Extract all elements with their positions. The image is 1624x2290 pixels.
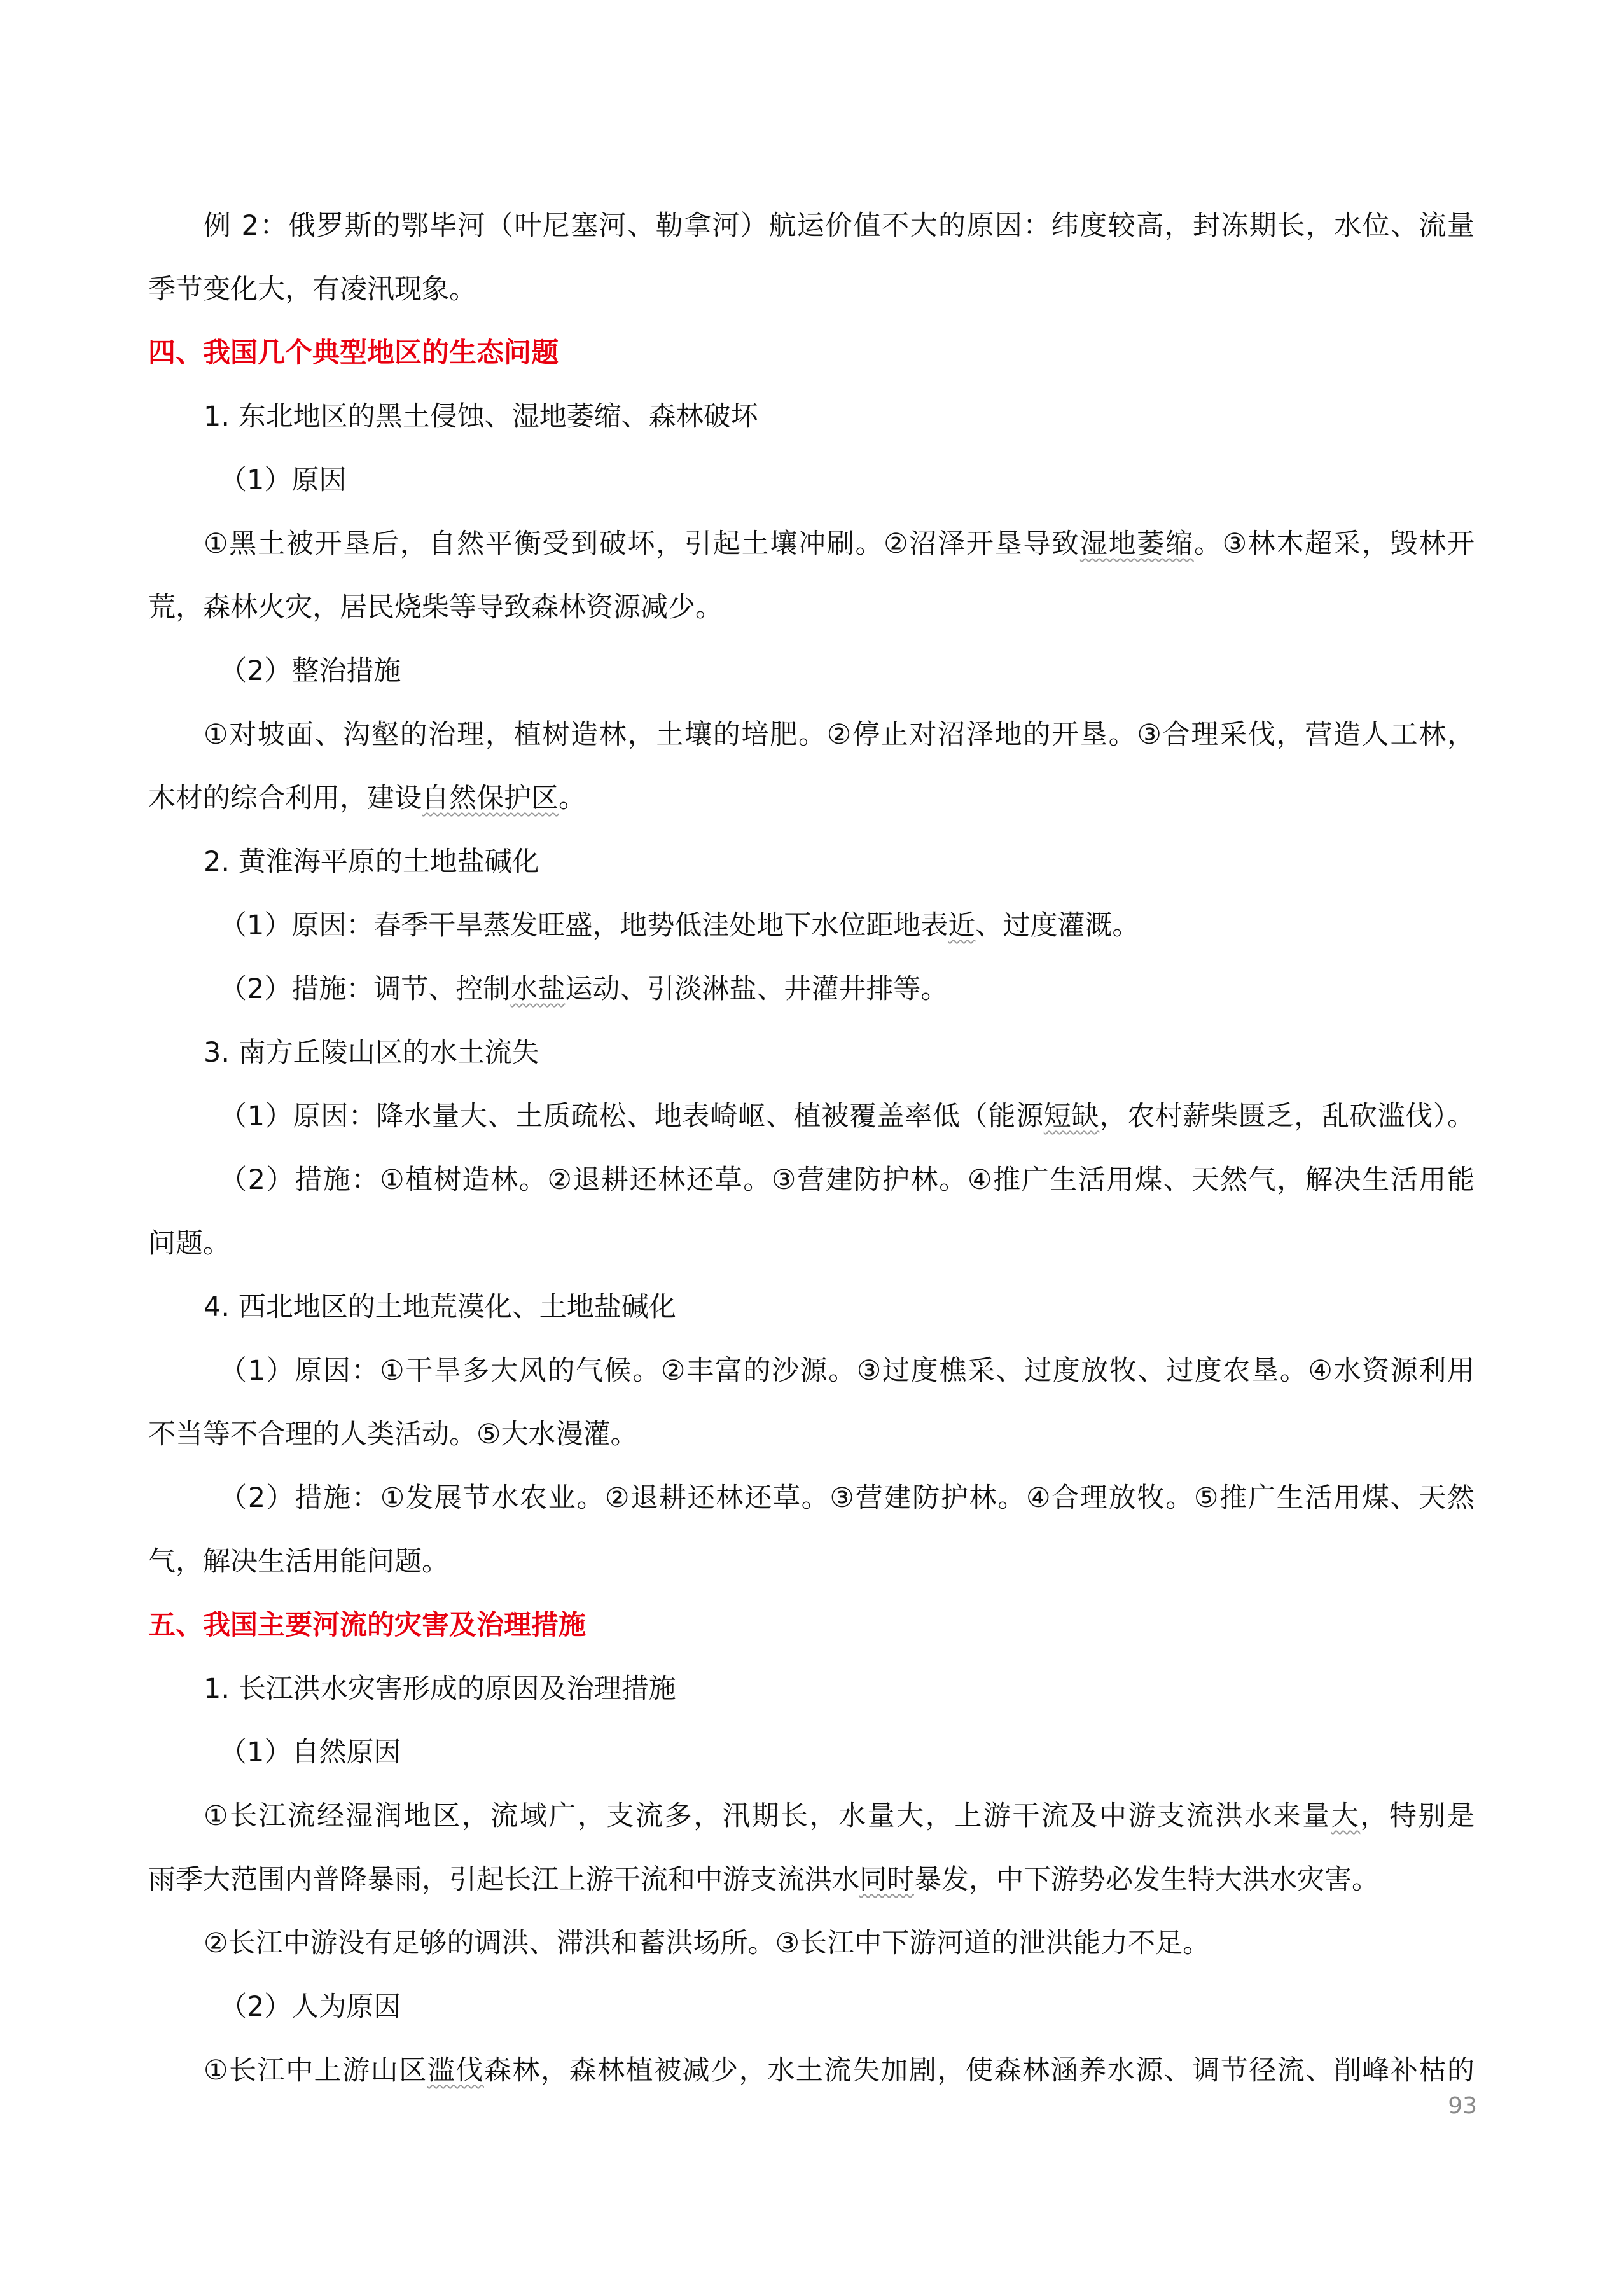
text-run: （1）原因：降水量大、土质疏松、地表崎岖、植被覆盖率低（能源 [219, 1100, 1044, 1132]
item-label-5-1-2: （2）人为原因 [219, 1991, 401, 2023]
text-run: 森林，森林植被减少，水土流失加剧，使森林涵养水源、调节径流、削峰补枯的 [483, 2055, 1475, 2086]
text-run: ，特别是 [1360, 1800, 1475, 1832]
text-run: ①长江中上游山区 [204, 2055, 427, 2086]
section-heading-4: 四、我国几个典型地区的生态问题 [148, 337, 559, 369]
paragraph-4-2-measures [219, 969, 948, 1010]
text-run: 运动、引淡淋盐、井灌井排等。 [565, 973, 948, 1005]
paragraph-4-1-causes-line-1 [204, 524, 1475, 564]
subsection-title-4-2: 2. 黄淮海平原的土地盐碱化 [204, 846, 539, 878]
spellcheck-flagged-text: 大 [1331, 1800, 1361, 1832]
paragraph-5-1-human-line-1 [204, 2050, 1475, 2091]
text-run: ①黑土被开垦后，自然平衡受到破坏，引起土壤冲刷。②沼泽开垦导致 [204, 528, 1080, 560]
text-run: 木材的综合利用，建设 [148, 782, 422, 814]
text-run: ①长江流经湿润地区，流域广，支流多，汛期长，水量大，上游干流及中游支流洪水来量 [204, 1800, 1331, 1832]
subsection-title-4-4: 4. 西北地区的土地荒漠化、土地盐碱化 [204, 1291, 676, 1323]
paragraph-4-1-measures-line-1: ①对坡面、沟壑的治理，植树造林，土壤的培肥。②停止对沼泽地的开垦。③合理采伐，营造人工林， [204, 719, 1475, 751]
paragraph-4-2-causes [219, 905, 1139, 946]
paragraph-4-3-measures-line-1: （2）措施：①植树造林。②退耕还林还草。③营建防护林。④推广生活用煤、天然气，解决生活用能 [219, 1164, 1475, 1196]
item-label-4-1-1: （1）原因 [219, 464, 347, 496]
subsection-title-5-1: 1. 长江洪水灾害形成的原因及治理措施 [204, 1673, 676, 1705]
text-run: 。 [559, 782, 586, 814]
page-number: 93 [1448, 2093, 1477, 2119]
paragraph-5-1-natural-line-1 [204, 1796, 1475, 1836]
text-run: 、过度灌溉。 [975, 910, 1140, 941]
spellcheck-flagged-text: 水盐 [510, 973, 566, 1005]
text-run: （2）措施：调节、控制 [219, 973, 511, 1005]
spellcheck-flagged-text: 自然保护区 [422, 782, 559, 814]
item-label-5-1-1: （1）自然原因 [219, 1737, 401, 1768]
spellcheck-flagged-text: 滥伐 [427, 2055, 484, 2086]
paragraph-4-3-measures-line-2: 问题。 [148, 1228, 230, 1260]
paragraph-4-4-measures-line-1: （2）措施：①发展节水农业。②退耕还林还草。③营建防护林。④合理放牧。⑤推广生活用煤、天然 [219, 1482, 1475, 1514]
text-run: 雨季大范围内普降暴雨，引起长江上游干流和中游支流洪水 [148, 1864, 859, 1896]
paragraph-4-1-measures-line-2 [148, 778, 586, 819]
subsection-title-4-3: 3. 南方丘陵山区的水土流失 [204, 1037, 539, 1069]
section-heading-5: 五、我国主要河流的灾害及治理措施 [148, 1609, 586, 1641]
spellcheck-flagged-text: 近 [948, 910, 976, 941]
paragraph-4-3-causes [219, 1096, 1475, 1137]
paragraph-5-1-natural-line-2 [148, 1859, 1379, 1900]
text-run: 。③林木超采，毁林开 [1193, 528, 1475, 560]
spellcheck-flagged-text: 同时 [859, 1864, 914, 1896]
paragraph-4-4-causes-line-1: （1）原因：①干旱多大风的气候。②丰富的沙源。③过度樵采、过度放牧、过度农垦。④水资源利用 [219, 1355, 1475, 1387]
subsection-title-4-1: 1. 东北地区的黑土侵蚀、湿地萎缩、森林破坏 [204, 401, 758, 433]
text-run: （1）原因：春季干旱蒸发旺盛，地势低洼处地下水位距地表 [219, 910, 948, 941]
paragraph-5-1-natural-line-3: ②长江中游没有足够的调洪、滞洪和蓄洪场所。③长江中下游河道的泄洪能力不足。 [204, 1927, 1211, 1959]
item-label-4-1-2: （2）整治措施 [219, 655, 401, 687]
text-run: ，农村薪柴匮乏，乱砍滥伐）。 [1099, 1100, 1475, 1132]
paragraph-4-1-causes-line-2: 荒，森林火灾，居民烧柴等导致森林资源减少。 [148, 592, 723, 623]
paragraph-example-2-line-1: 例 2：俄罗斯的鄂毕河（叶尼塞河、勒拿河）航运价值不大的原因：纬度较高，封冻期长，水位、流量 [204, 210, 1475, 242]
paragraph-4-4-measures-line-2: 气，解决生活用能问题。 [148, 1546, 449, 1578]
spellcheck-flagged-text: 短缺 [1043, 1100, 1100, 1132]
paragraph-4-4-causes-line-2: 不当等不合理的人类活动。⑤大水漫灌。 [148, 1419, 638, 1450]
spellcheck-flagged-text: 湿地萎缩 [1079, 528, 1194, 560]
text-run: 暴发，中下游势必发生特大洪水灾害。 [914, 1864, 1379, 1896]
paragraph-example-2-line-2: 季节变化大，有凌汛现象。 [148, 274, 476, 305]
